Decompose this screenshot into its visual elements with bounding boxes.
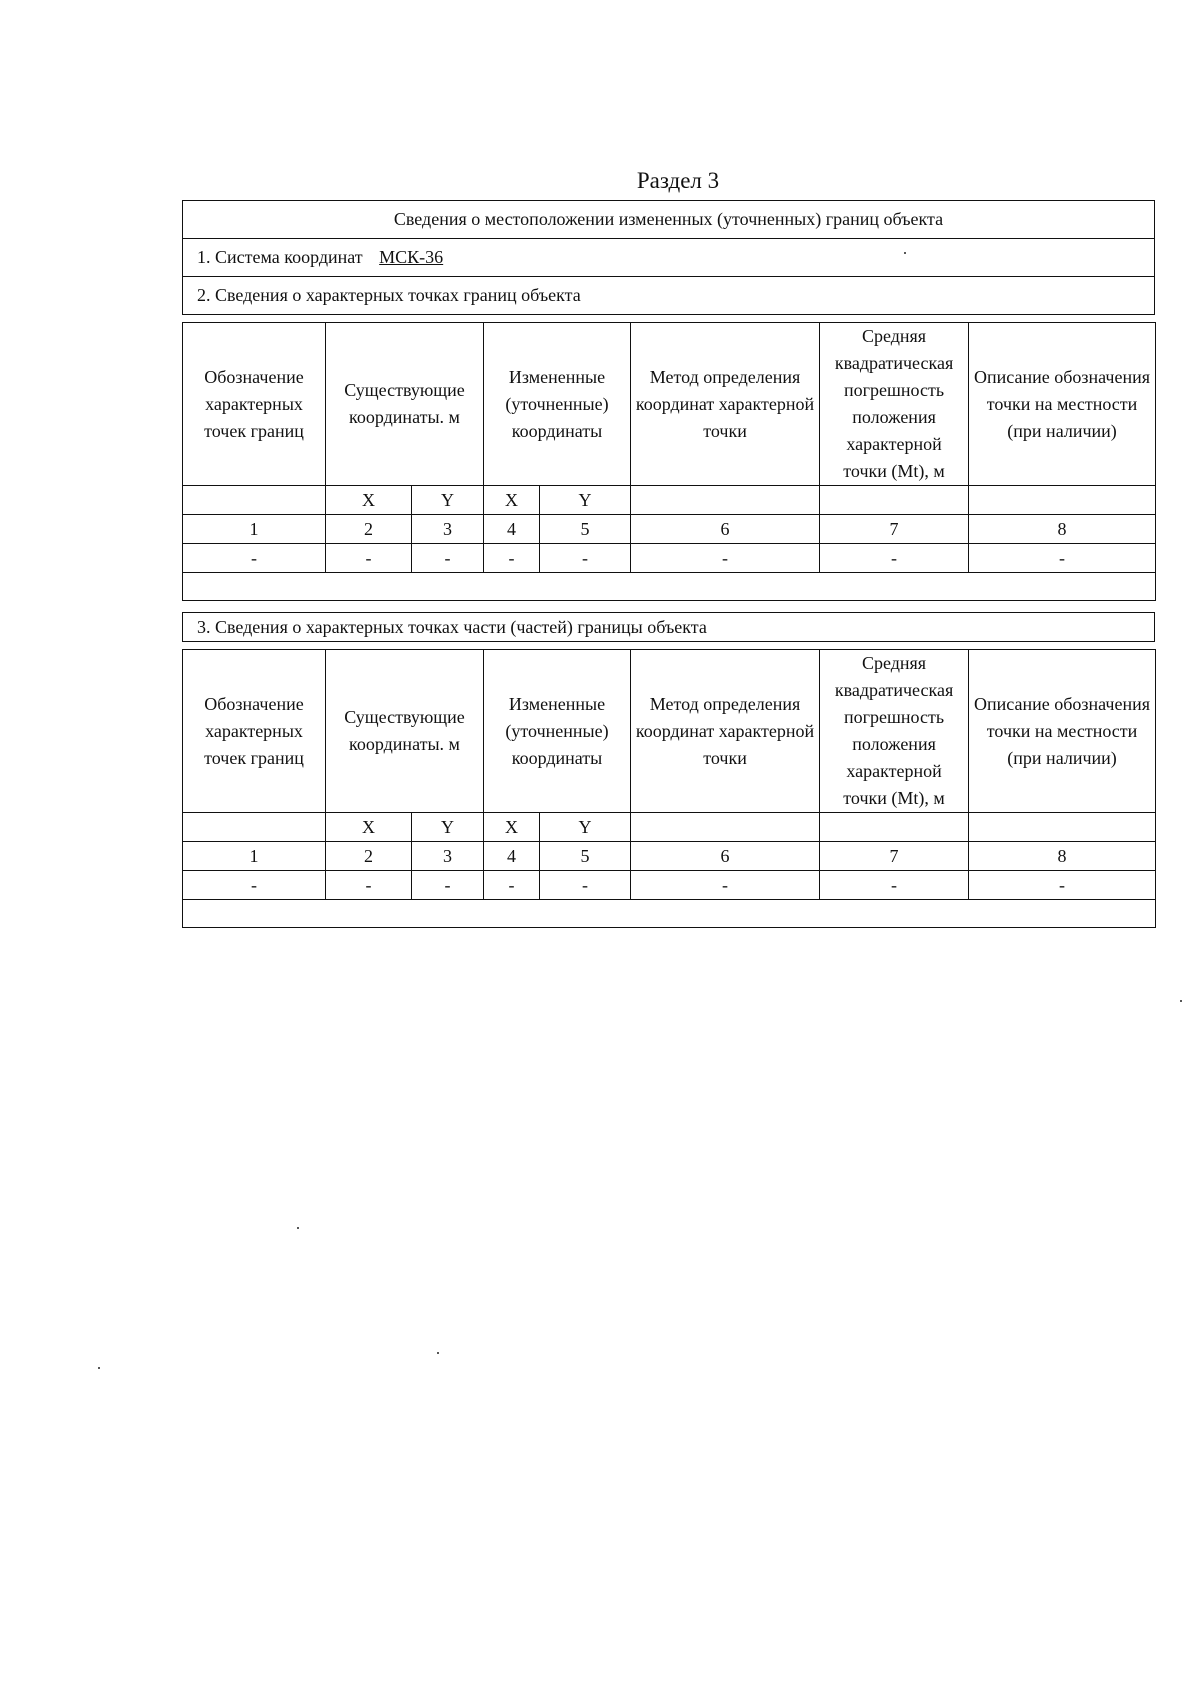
- object-boundary-header: [182, 200, 1155, 315]
- column-numbers-row: [183, 515, 1156, 544]
- table-subheader-row: [183, 486, 1156, 515]
- table-cell: -: [540, 871, 631, 900]
- subheader-x: X: [326, 486, 412, 515]
- table-cell: 8: [969, 515, 1156, 544]
- column-numbers-row: [183, 842, 1156, 871]
- table-cell: 4: [484, 515, 540, 544]
- subheader-y: Y: [412, 486, 484, 515]
- table-cell: -: [183, 871, 326, 900]
- col-description: Описание обозначения точки на местности (при наличии): [969, 650, 1156, 813]
- coordinate-system-label: 1. Система координат: [197, 247, 363, 267]
- col-mean-error: Средняя квадратическая погрешность положения характерной точки (Mt), м: [820, 650, 969, 813]
- subheader-y: Y: [412, 813, 484, 842]
- col-changed-coordinates: Измененные (уточненные) координаты: [484, 650, 631, 813]
- table-cell: 6: [631, 515, 820, 544]
- table-cell: -: [969, 544, 1156, 573]
- table-row: [183, 871, 1156, 900]
- subheader-x: X: [326, 813, 412, 842]
- table-cell: 7: [820, 842, 969, 871]
- table-header-row: [183, 323, 1156, 486]
- table-cell: -: [412, 544, 484, 573]
- page-title: Раздел 3: [636, 168, 720, 193]
- table-cell: -: [484, 544, 540, 573]
- section3-label: 3. Сведения о характерных точках части (частей) границы объекта: [182, 612, 1155, 642]
- col-point-designation: Обозначение характерных точек границ: [183, 323, 326, 486]
- table-cell: -: [326, 544, 412, 573]
- table-cell: -: [631, 871, 820, 900]
- scan-speck: [297, 1227, 299, 1229]
- table-cell: 1: [183, 842, 326, 871]
- table-cell: 7: [820, 515, 969, 544]
- table-cell: -: [820, 871, 969, 900]
- coordinate-system-value: МСК-36: [379, 247, 444, 267]
- table-cell: 3: [412, 842, 484, 871]
- table-cell: 4: [484, 842, 540, 871]
- table-cell: -: [484, 871, 540, 900]
- col-mean-error: Средняя квадратическая погрешность положения характерной точки (Mt), м: [820, 323, 969, 486]
- table-subheader-row: [183, 813, 1156, 842]
- table-cell: 1: [183, 515, 326, 544]
- subheader-x: X: [484, 486, 540, 515]
- table-row: [183, 544, 1156, 573]
- part-boundary-points-table: [182, 649, 1156, 928]
- section2-label: 2. Сведения о характерных точках границ объекта: [197, 285, 581, 305]
- table-cell: -: [820, 544, 969, 573]
- table-cell: 2: [326, 515, 412, 544]
- boundary-points-table: [182, 322, 1156, 601]
- col-method: Метод определения координат характерной точки: [631, 650, 820, 813]
- table-cell: -: [412, 871, 484, 900]
- table-cell: 5: [540, 842, 631, 871]
- col-description: Описание обозначения точки на местности (при наличии): [969, 323, 1156, 486]
- table-header-row: [183, 650, 1156, 813]
- scan-speck: [1180, 1000, 1182, 1002]
- table-cell: 5: [540, 515, 631, 544]
- col-existing-coordinates: Существующие координаты. м: [326, 650, 484, 813]
- subheader-y: Y: [540, 486, 631, 515]
- subheader-x: X: [484, 813, 540, 842]
- table-cell: -: [326, 871, 412, 900]
- col-point-designation: Обозначение характерных точек границ: [183, 650, 326, 813]
- table-cell: -: [183, 544, 326, 573]
- table-cell: 6: [631, 842, 820, 871]
- table-cell: 8: [969, 842, 1156, 871]
- coordinate-system-row: [183, 239, 1154, 277]
- scan-speck: [437, 1352, 439, 1354]
- col-changed-coordinates: Измененные (уточненные) координаты: [484, 323, 631, 486]
- scan-speck: [98, 1367, 100, 1369]
- col-method: Метод определения координат характерной точки: [631, 323, 820, 486]
- table-cell: -: [540, 544, 631, 573]
- table-cell: 2: [326, 842, 412, 871]
- table-cell: 3: [412, 515, 484, 544]
- empty-row: [183, 900, 1156, 928]
- boundary-caption: Сведения о местоположении измененных (уточненных) границ объекта: [183, 201, 1154, 239]
- col-existing-coordinates: Существующие координаты. м: [326, 323, 484, 486]
- table-cell: -: [631, 544, 820, 573]
- table-cell: -: [969, 871, 1156, 900]
- scan-speck: [904, 252, 906, 254]
- empty-row: [183, 573, 1156, 601]
- subheader-y: Y: [540, 813, 631, 842]
